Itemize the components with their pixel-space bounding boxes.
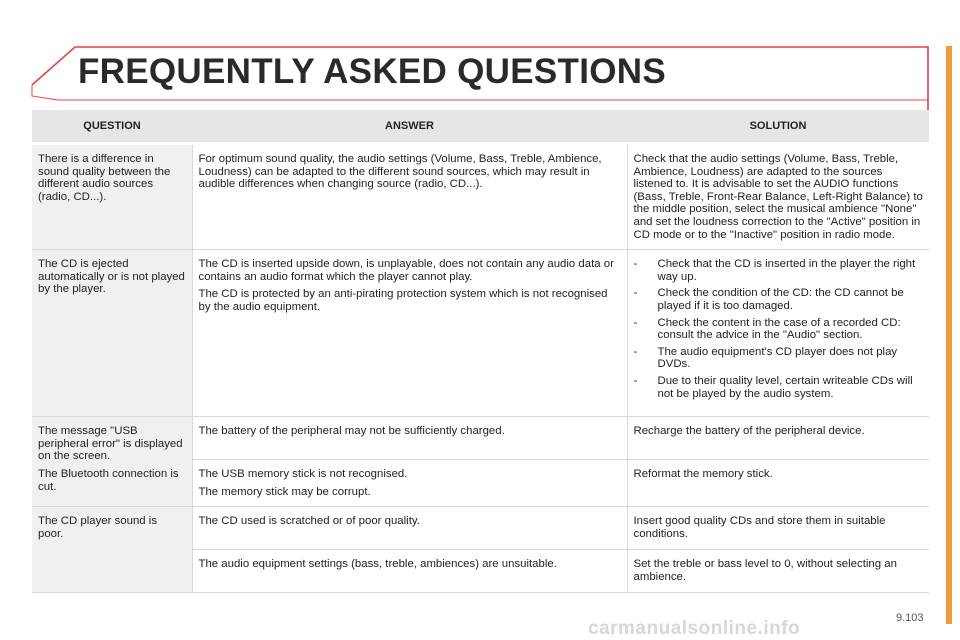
page-title: FREQUENTLY ASKED QUESTIONS <box>78 52 666 91</box>
solution-list <box>634 258 924 400</box>
answer-cell <box>192 550 627 593</box>
answer-cell <box>192 250 627 417</box>
table-row <box>32 250 929 417</box>
answer-cell <box>192 417 627 460</box>
solution-text: Reformat the memory stick. <box>633 468 773 481</box>
header-answer: ANSWER <box>192 110 627 144</box>
question-cell <box>32 144 192 250</box>
table-row <box>32 144 929 250</box>
page-number: 9.103 <box>896 612 924 624</box>
list-item: - The audio equipment's CD player does not play DVDs. <box>634 346 924 371</box>
list-item: - Check that the CD is inserted in the player the right way up. <box>634 258 924 283</box>
answer-cell <box>192 460 627 507</box>
answer-text: The CD is protected by an anti-pirating protection system which is not recognised by the audio equipment. <box>198 288 608 313</box>
question-text: The Bluetooth connection is cut. <box>38 467 179 493</box>
answer-text: The USB memory stick is not recognised. <box>198 468 408 481</box>
table-row <box>32 507 929 550</box>
answer-text: The battery of the peripheral may not be sufficiently charged. <box>198 425 505 438</box>
question-cell <box>32 507 192 593</box>
question-text: The CD player sound is poor. <box>38 515 158 540</box>
solution-text: Recharge the battery of the peripheral device. <box>633 425 865 438</box>
solution-cell <box>627 144 929 250</box>
answer-text: The memory stick may be corrupt. <box>198 485 371 498</box>
solution-cell <box>627 550 929 593</box>
answer-text: For optimum sound quality, the audio settings (Volume, Bass, Treble, Ambience, Loudness) can be adapted to the different sound sources, which may result in audible differences when changing source (radio, CD...). <box>198 153 602 191</box>
answer-text: The CD is inserted upside down, is unplayable, does not contain any audio data or contains an audio format which the player cannot play. <box>198 258 614 283</box>
table-header-row <box>32 110 929 144</box>
question-cell <box>32 417 192 507</box>
list-item: - Check the content in the case of a recorded CD: consult the advice in the "Audio" section. <box>634 317 924 342</box>
question-text: The CD is ejected automatically or is not played by the player. <box>38 258 185 296</box>
header-solution: SOLUTION <box>627 110 929 144</box>
solution-text: Insert good quality CDs and store them in suitable conditions. <box>633 515 886 540</box>
solution-cell <box>627 250 929 417</box>
list-item: - Due to their quality level, certain writeable CDs will not be played by the audio system. <box>634 375 924 400</box>
solution-cell <box>627 417 929 460</box>
watermark: carmanualsonline.info <box>588 618 801 639</box>
question-text: The message "USB peripheral error" is displayed on the screen. <box>38 425 183 463</box>
answer-text: The audio equipment settings (bass, treble, ambiences) are unsuitable. <box>198 558 557 571</box>
answer-cell <box>192 507 627 550</box>
solution-text: Check that the audio settings (Volume, Bass, Treble, Ambience, Loudness) are adapted to the sources listened to. It is advisable to set the AUDIO functions (Bass, Treble, Front-Rear Balance, Left-Right Balance) to the middle position, select the musical ambience "None" and set the loudness correction to the "Active" position in CD mode or to the "Inactive" position in radio mode. <box>633 153 923 241</box>
answer-cell <box>192 144 627 250</box>
solution-text: Set the treble or bass level to 0, without selecting an ambience. <box>633 558 897 583</box>
solution-cell <box>627 460 929 507</box>
question-text: There is a difference in sound quality between the different audio sources (radio, CD...). <box>38 153 171 203</box>
list-item: - Check the condition of the CD: the CD cannot be played if it is too damaged. <box>634 287 924 312</box>
header-question: QUESTION <box>32 110 192 144</box>
faq-table <box>32 110 929 593</box>
question-cell <box>32 250 192 417</box>
orange-side-bar <box>946 46 952 624</box>
answer-text: The CD used is scratched or of poor quality. <box>198 515 420 528</box>
solution-cell <box>627 507 929 550</box>
table-row <box>32 417 929 460</box>
